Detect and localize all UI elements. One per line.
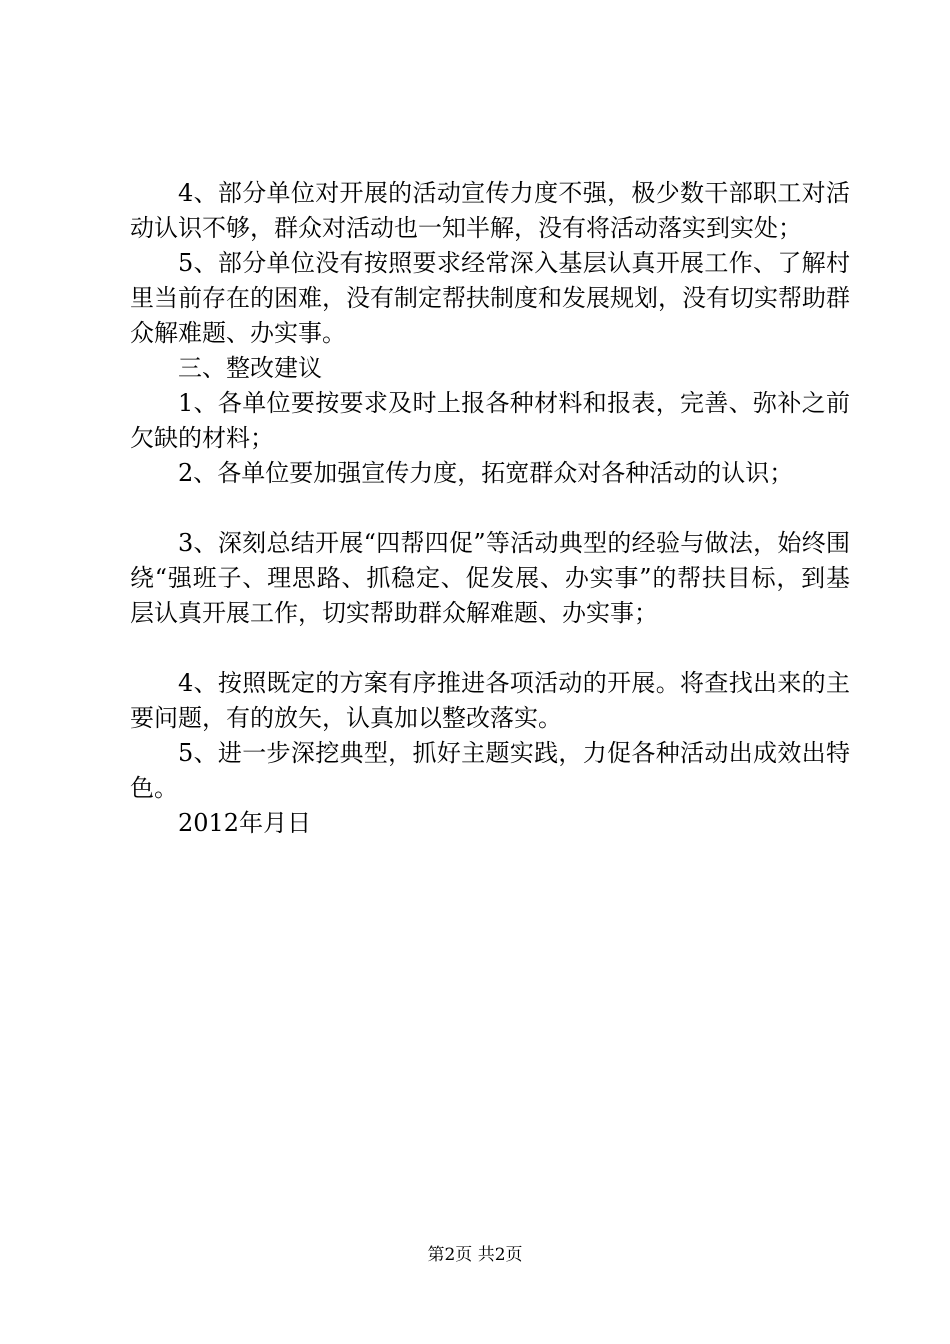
page-footer	[0, 1244, 950, 1266]
suggestion-item-3: 3、深刻总结开展“四帮四促”等活动典型的经验与做法，始终围绕“强班子、理思路、抓稳定、促发展、办实事”的帮扶目标，到基层认真开展工作，切实帮助群众解难题、办实事；	[130, 529, 850, 627]
suggestion-item-2: 2、各单位要加强宣传力度，拓宽群众对各种活动的认识；	[178, 459, 794, 487]
suggestion-item-4: 4、按照既定的方案有序推进各项活动的开展。将查找出来的主要问题，有的放矢，认真加以整改落实。	[130, 669, 850, 732]
suggestion-item-1: 1、各单位要按要求及时上报各种材料和报表，完善、弥补之前欠缺的材料；	[130, 389, 850, 452]
problem-item-5: 5、部分单位没有按照要求经常深入基层认真开展工作、了解村里当前存在的困难，没有制定帮扶制度和发展规划，没有切实帮助群众解难题、办实事。	[130, 249, 850, 347]
suggestion-item-5: 5、进一步深挖典型，抓好主题实践，力促各种活动出成效出特色。	[130, 739, 850, 802]
document-body	[130, 176, 850, 841]
problem-item-4: 4、部分单位对开展的活动宣传力度不强，极少数干部职工对活动认识不够，群众对活动也一知半解，没有将活动落实到实处；	[130, 179, 850, 242]
document-date: 2012年月日	[178, 809, 312, 837]
section-heading-suggestions: 三、整改建议	[178, 354, 322, 382]
page-number: 第2页 共2页	[427, 1245, 523, 1265]
